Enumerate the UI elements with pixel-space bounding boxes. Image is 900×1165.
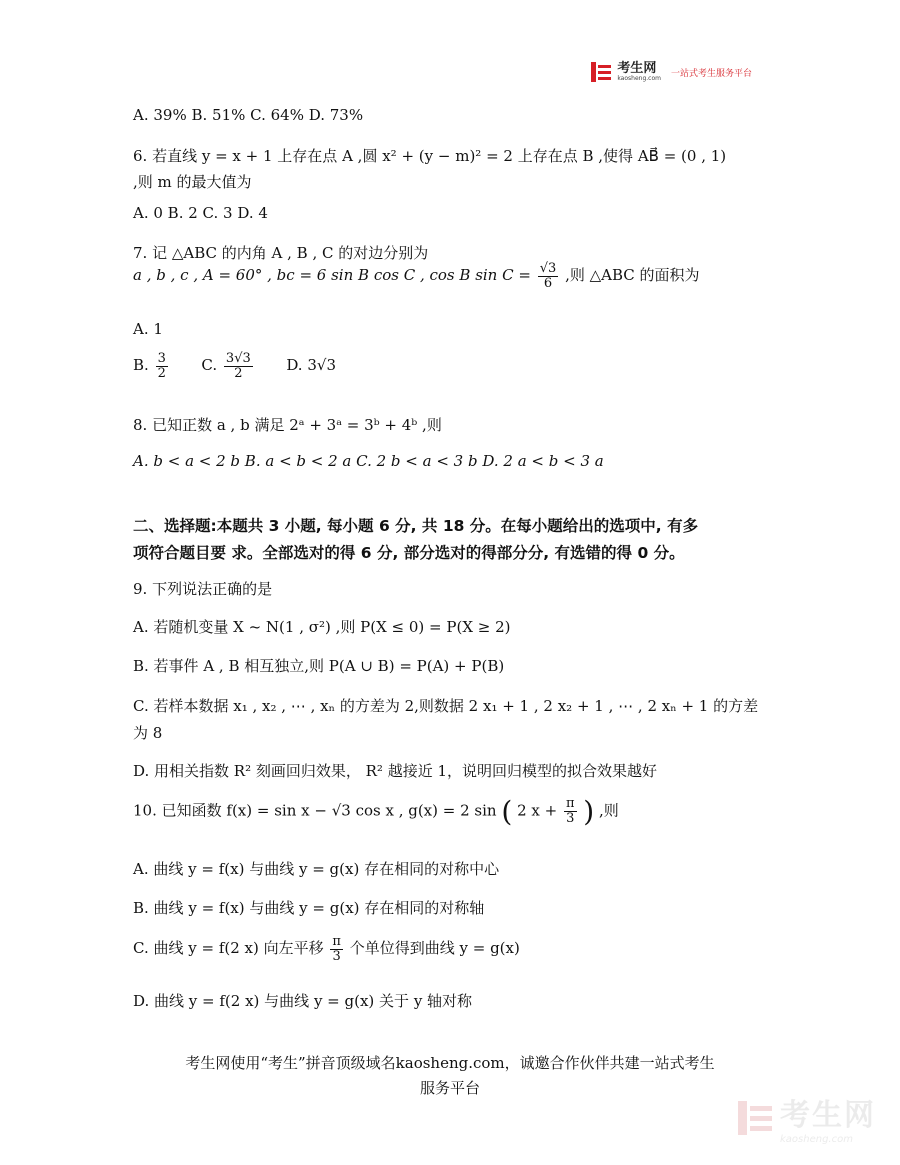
q10-fraction — [564, 797, 577, 825]
q7-stem-line2 — [133, 262, 700, 290]
watermark — [738, 1090, 876, 1145]
q8-stem: 8. 已知正数 a , b 满足 2ᵃ + 3ᵃ = 3ᵇ + 4ᵇ ,则 — [133, 416, 442, 434]
q9-option-c-line1: C. 若样本数据 x₁ , x₂ , ⋯ , xₙ 的方差为 2,则数据 2 x₁ + 1 , 2 x₂ + 1 , ⋯ , 2 xₙ + 1 的方差 — [133, 697, 759, 715]
q10-option-c — [133, 935, 520, 963]
q7-option-c-frac — [224, 352, 253, 380]
q10-option-c-frac — [330, 935, 343, 963]
footer-line2: 服务平台 — [419, 1079, 480, 1097]
q10-option-c-num: π — [332, 934, 341, 949]
q10-paren-open: ( — [501, 795, 513, 828]
q9-option-d: D. 用相关指数 R² 刻画回归效果， R² 越接近 1，说明回归模型的拟合效果越好 — [133, 762, 658, 780]
q10-option-b: B. 曲线 y = f(x) 与曲线 y = g(x) 存在相同的对称轴 — [133, 899, 485, 917]
logo-mark-icon — [591, 62, 611, 82]
q9-option-c-line2: 为 8 — [133, 724, 163, 742]
footer-line1: 考生网使用“考生”拼音顶级域名kaosheng.com，诚邀合作伙伴共建一站式考生 — [185, 1054, 715, 1072]
q10-stem — [133, 795, 619, 828]
q10-question: ,则 — [599, 801, 619, 820]
logo-title: 考生网 — [617, 61, 657, 76]
section2-heading-line2: 项符合题目要 求。全部选对的得 6 分, 部分选对的得部分分, 有选错的得 0 分。 — [133, 544, 685, 562]
q6-stem-line1: 6. 若直线 y = x + 1 上存在点 A ,圆 x² + (y − m)² = 2 上存在点 B ,使得 AB⃗ = (0 , 1) — [133, 147, 727, 165]
q10-functions: 10. 已知函数 f(x) = sin x − √3 cos x , g(x) = 2 sin — [133, 801, 497, 820]
q10-paren-close: ) — [583, 795, 595, 828]
q7-option-b-label: B. — [133, 356, 149, 375]
q7-option-a: A. 1 — [133, 320, 163, 338]
q7-options-bcd — [133, 352, 336, 380]
q7-question: ,则 △ABC 的面积为 — [565, 266, 700, 285]
q10-option-a: A. 曲线 y = f(x) 与曲线 y = g(x) 存在相同的对称中心 — [133, 860, 500, 878]
q6-stem-line2: ,则 m 的最大值为 — [133, 173, 252, 191]
q7-frac-den: 6 — [543, 275, 553, 291]
q10-frac-den: 3 — [566, 811, 575, 826]
q7-fraction — [538, 262, 559, 290]
q10-inner: 2 x + — [517, 801, 558, 820]
q7-option-b-frac — [156, 352, 168, 380]
q5-options: A. 39% B. 51% C. 64% D. 73% — [133, 106, 364, 124]
q6-options: A. 0 B. 2 C. 3 D. 4 — [133, 204, 268, 222]
q10-option-c-text: C. 曲线 y = f(2 x) 向左平移 — [133, 939, 324, 958]
q7-option-c-den: 2 — [234, 365, 243, 381]
q7-option-b-num: 3 — [157, 351, 166, 366]
q7-stem-line1: 7. 记 △ABC 的内角 A , B , C 的对边分别为 — [133, 244, 429, 262]
q7-option-c-num: 3√3 — [225, 351, 251, 366]
q9-option-a: A. 若随机变量 X ~ N(1 , σ²) ,则 P(X ≤ 0) = P(X ≥ 2) — [133, 618, 511, 636]
q7-option-d: D. 3√3 — [286, 356, 336, 375]
logo-domain: kaosheng.com — [617, 75, 661, 82]
section2-heading-line1: 二、选择题:本题共 3 小题, 每小题 6 分, 共 18 分。在每小题给出的选项中, 有多 — [133, 517, 699, 535]
watermark-domain: kaosheng.com — [780, 1134, 853, 1145]
q7-frac-num: √3 — [539, 261, 557, 276]
q9-option-b: B. 若事件 A , B 相互独立,则 P(A ∪ B) = P(A) + P(B) — [133, 657, 505, 675]
q7-option-b-den: 2 — [157, 365, 166, 381]
q7-option-c-label: C. — [201, 356, 218, 375]
q8-options: A. b < a < 2 b B. a < b < 2 a C. 2 b < a < 3 b D. 2 a < b < 3 a — [133, 452, 604, 470]
watermark-mark-icon — [738, 1101, 772, 1135]
header-logo — [591, 62, 752, 82]
watermark-title: 考生网 — [780, 1098, 876, 1133]
q10-option-c-tail: 个单位得到曲线 y = g(x) — [349, 939, 520, 958]
q7-conditions: a , b , c , A = 60° , bc = 6 sin B cos C , cos B sin C = — [133, 266, 531, 285]
q10-option-d: D. 曲线 y = f(2 x) 与曲线 y = g(x) 关于 y 轴对称 — [133, 992, 473, 1010]
q10-option-c-den: 3 — [332, 948, 341, 964]
logo-slogan: 一站式考生服务平台 — [670, 68, 752, 79]
q9-stem: 9. 下列说法正确的是 — [133, 580, 273, 598]
q10-frac-num: π — [565, 796, 575, 812]
